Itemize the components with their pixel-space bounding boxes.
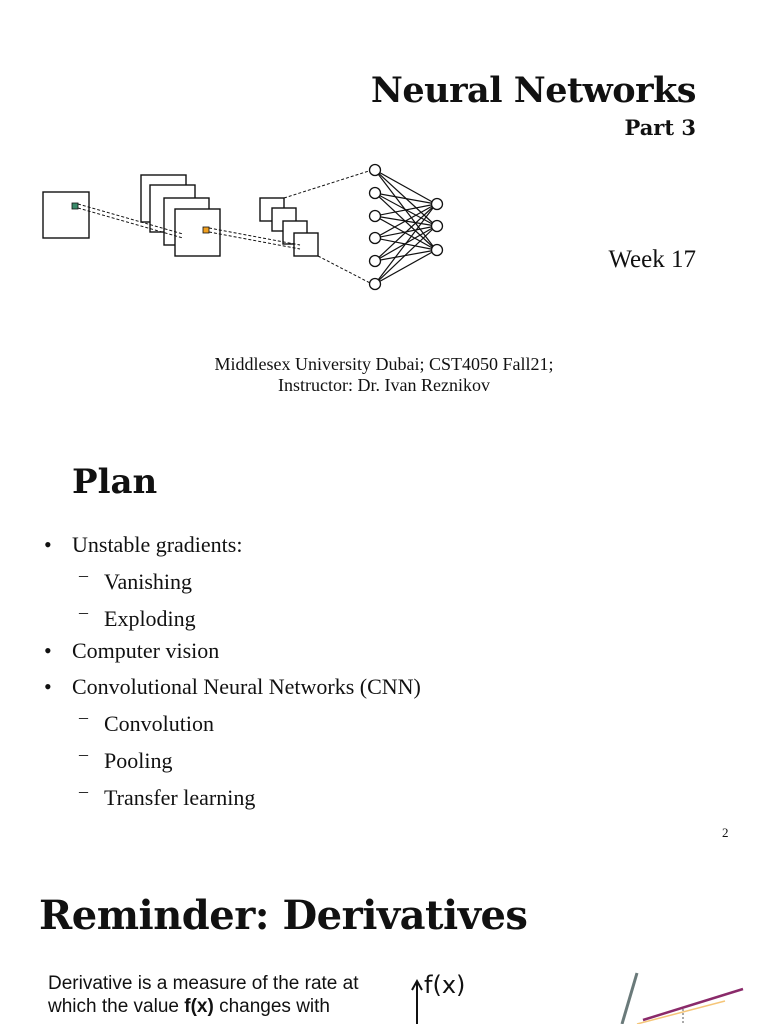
input-neuron: [370, 211, 381, 222]
output-neuron: [432, 221, 443, 232]
input-neuron: [370, 256, 381, 267]
plan-subitem-label: Exploding: [104, 606, 196, 631]
input-neuron: [370, 188, 381, 199]
slide-title: Neural Networks: [370, 70, 696, 111]
plan-item-label: Unstable gradients:: [72, 532, 243, 557]
input-image: [43, 192, 89, 238]
bullet-icon: •: [44, 532, 52, 557]
dash-icon: –: [79, 781, 88, 801]
plan-subitem-label: Vanishing: [104, 569, 192, 594]
tangent-line: [643, 989, 743, 1020]
plan-subitem-label: Pooling: [104, 748, 173, 773]
derivative-text-end: changes with: [213, 996, 330, 1017]
cnn-diagram: [38, 160, 458, 295]
plan-subitem: [44, 744, 421, 774]
feature-patch: [203, 227, 209, 233]
plan-item: [44, 532, 421, 558]
feature-map: [175, 209, 220, 256]
plan-item: [44, 674, 421, 700]
input-neuron: [370, 233, 381, 244]
output-neuron: [432, 199, 443, 210]
plan-subitem: [44, 781, 421, 811]
plan-subitem: [44, 707, 421, 737]
plan-title: Plan: [72, 462, 158, 502]
derivative-description: [48, 972, 378, 1018]
plan-item-label: Convolutional Neural Networks (CNN): [72, 674, 421, 699]
derivative-text-function: f(x): [184, 996, 214, 1017]
affiliation-line-1: Middlesex University Dubai; CST4050 Fall21;: [214, 354, 554, 374]
week-label: Week 17: [608, 246, 696, 273]
page-number: 2: [722, 825, 729, 840]
plan-subitem: [44, 602, 421, 632]
derivatives-title: Reminder: Derivatives: [39, 892, 528, 939]
input-neuron: [370, 165, 381, 176]
plan-subitem-label: Convolution: [104, 711, 215, 736]
dash-icon: –: [79, 744, 88, 764]
dash-icon: –: [79, 565, 88, 585]
input-neuron: [370, 279, 381, 290]
slide-subtitle: Part 3: [624, 115, 696, 140]
plan-subitem-label: Transfer learning: [104, 785, 256, 810]
derivative-text-start: Derivative is a measure of the rate at which the value: [48, 973, 359, 1017]
bullet-icon: •: [44, 638, 52, 663]
dash-icon: –: [79, 707, 88, 727]
plan-subitem: [44, 565, 421, 595]
output-neuron: [432, 245, 443, 256]
plan-item-label: Computer vision: [72, 638, 220, 663]
secant-line: [622, 973, 637, 1024]
affiliation: [0, 354, 768, 396]
curve-segment: [637, 1001, 725, 1024]
plan-list: [44, 532, 421, 811]
affiliation-line-2: Instructor: Dr. Ivan Reznikov: [278, 375, 490, 395]
bullet-icon: •: [44, 674, 52, 699]
dash-icon: –: [79, 602, 88, 622]
input-patch: [72, 203, 78, 209]
function-axis-label: f(x): [424, 971, 466, 999]
plan-item: [44, 638, 421, 664]
